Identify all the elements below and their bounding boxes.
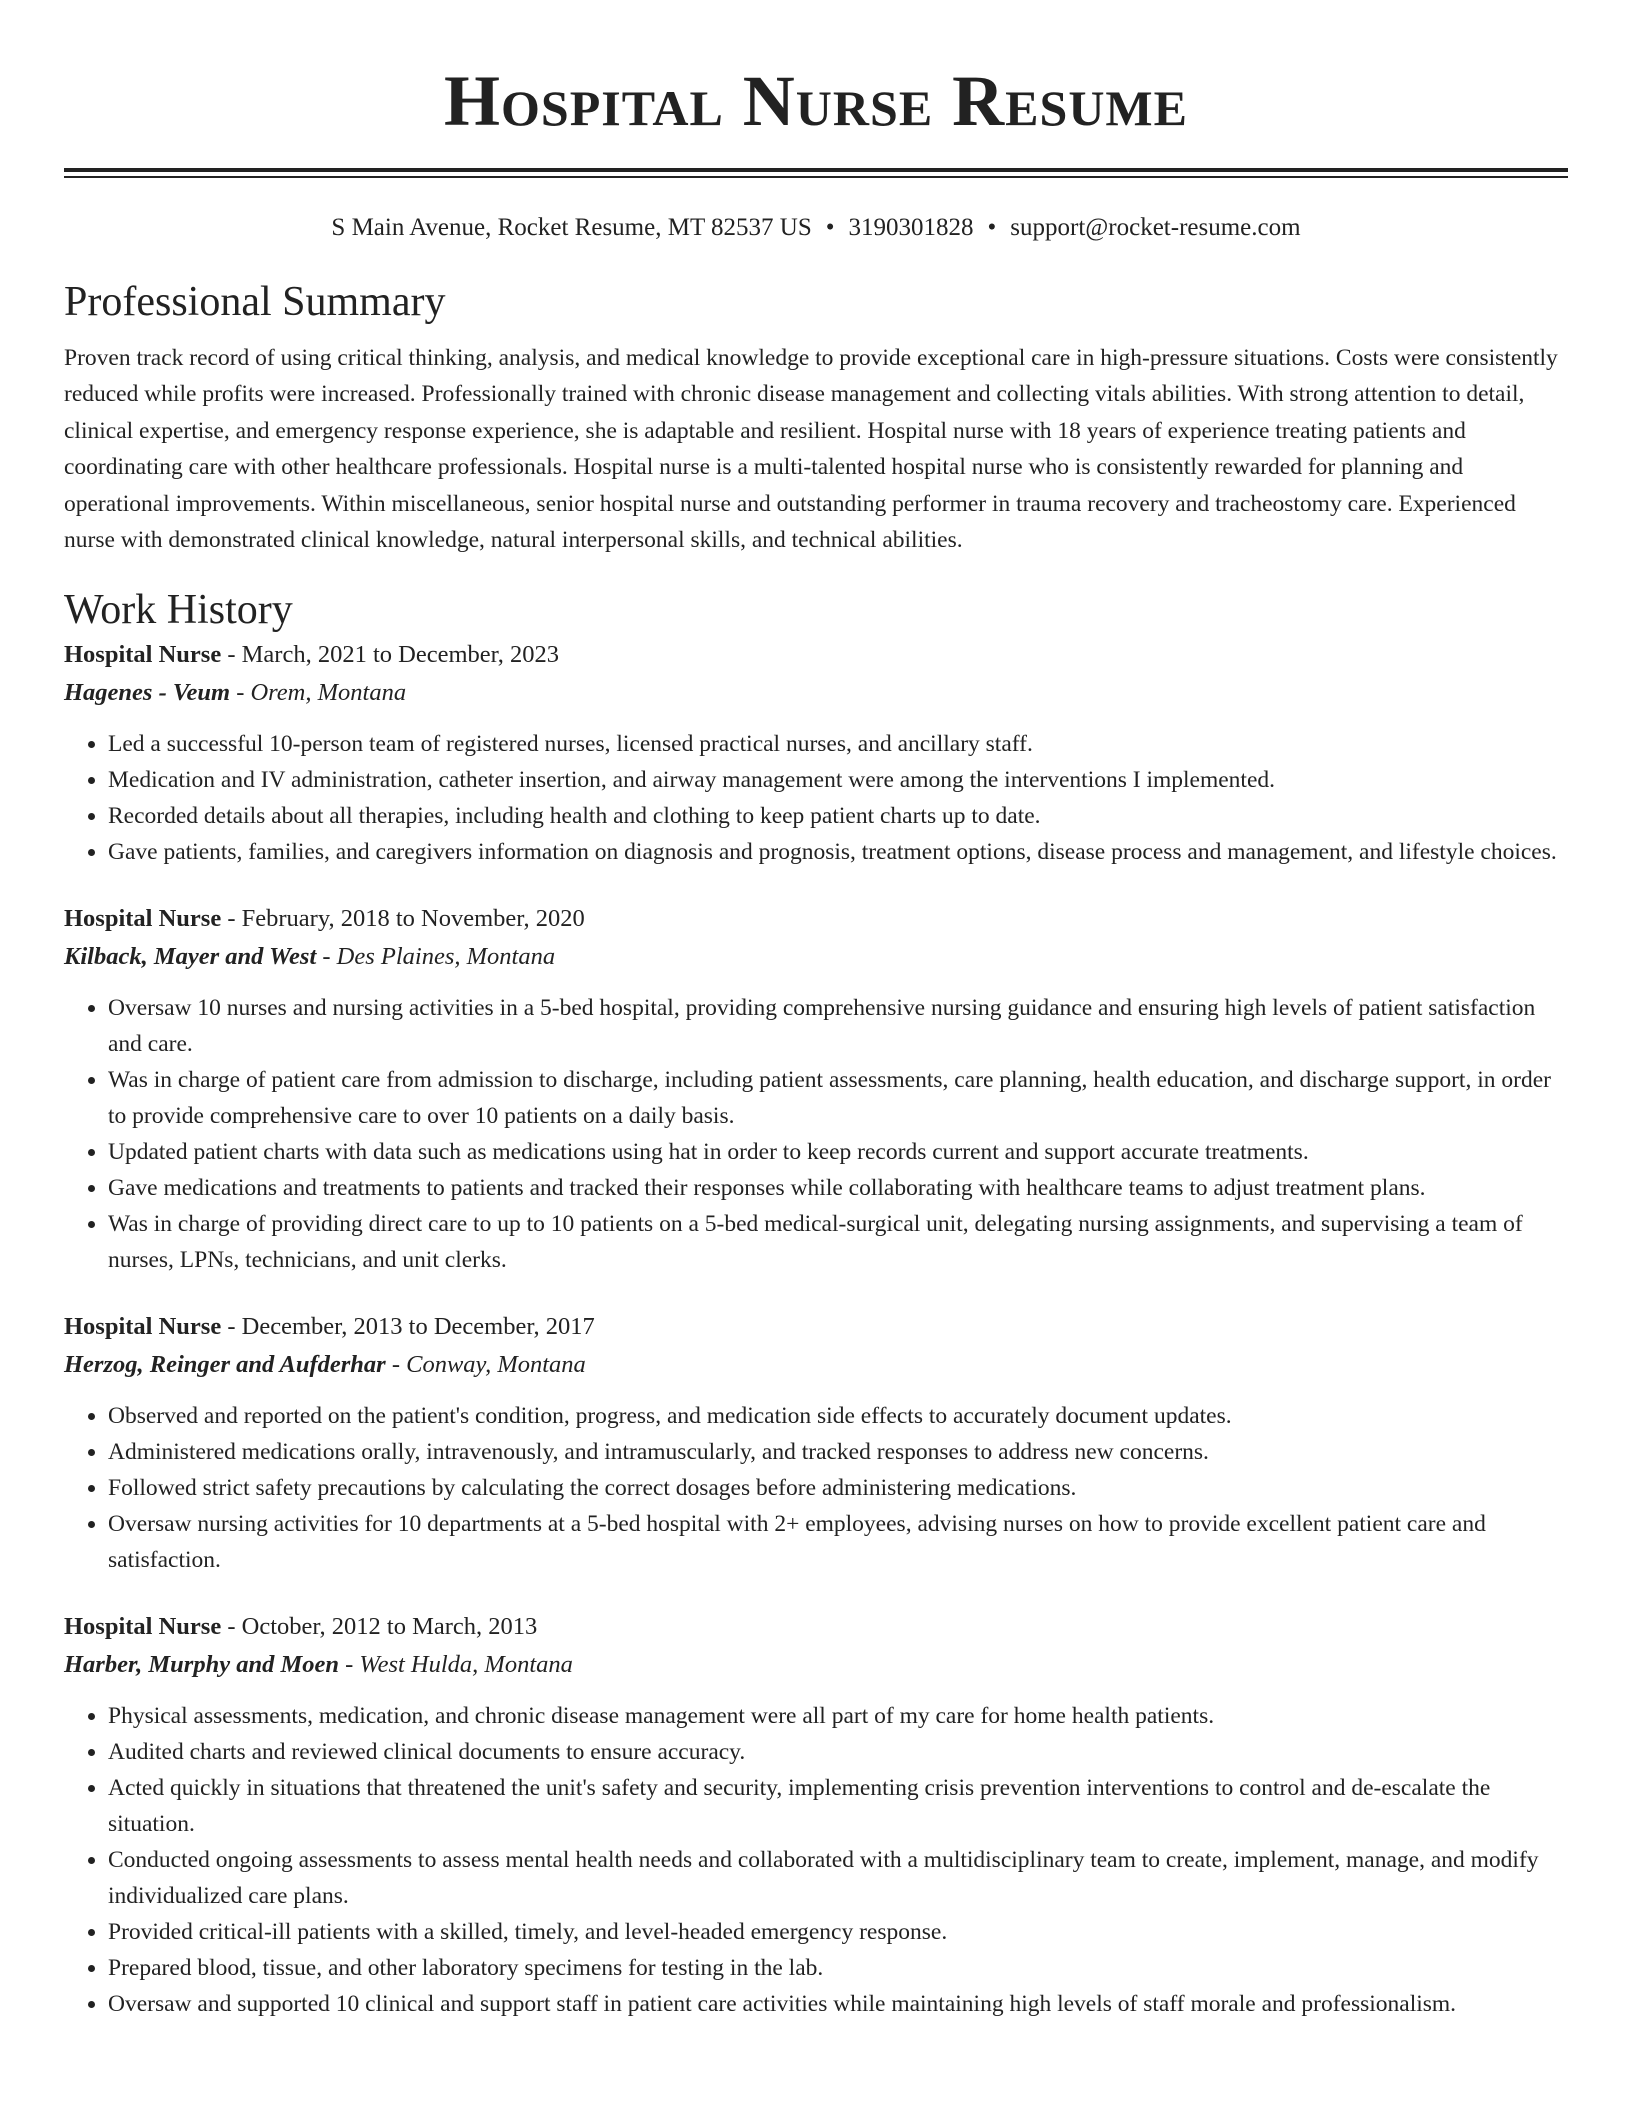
job-title-line bbox=[64, 1608, 1568, 1646]
contact-phone: 3190301828 bbox=[848, 214, 974, 241]
job-list bbox=[64, 636, 1568, 2022]
list-item: • Oversaw nursing activities for 10 departments at a 5-bed hospital with 2+ employees, advising nurses on how to provide excellent patient care and satisfaction. bbox=[108, 1506, 1568, 1578]
job-duties-list bbox=[64, 726, 1568, 870]
company-line bbox=[64, 1646, 1568, 1684]
company-location: - Conway, Montana bbox=[385, 1351, 586, 1379]
resume-page bbox=[64, 0, 1568, 2022]
job-dates: - October, 2012 to March, 2013 bbox=[221, 1613, 538, 1641]
contact-email: support@rocket-resume.com bbox=[1010, 214, 1301, 241]
company-name: Kilback, Mayer and West bbox=[64, 943, 317, 971]
job-entry bbox=[64, 636, 1568, 870]
list-item: • Gave medications and treatments to patients and tracked their responses while collaborating with healthcare teams to adjust treatment plans. bbox=[108, 1170, 1568, 1206]
list-item: • Updated patient charts with data such as medications using hat in order to keep records current and support accurate treatments. bbox=[108, 1134, 1568, 1170]
job-title: Hospital Nurse bbox=[64, 1313, 222, 1341]
list-item: • Conducted ongoing assessments to assess mental health needs and collaborated with a multidisciplinary team to create, implement, manage, and modify individualized care plans. bbox=[108, 1842, 1568, 1914]
list-item: • Prepared blood, tissue, and other laboratory specimens for testing in the lab. bbox=[108, 1950, 1568, 1986]
job-title: Hospital Nurse bbox=[64, 1613, 222, 1641]
company-location: - Des Plaines, Montana bbox=[316, 943, 556, 971]
summary-text: Proven track record of using critical thinking, analysis, and medical knowledge to provide exceptional care in high-pressure situations. Costs were consistently reduced while profits were increased. Professionally trained with chronic disease management and collecting vitals abilities. With strong attention to detail, clinical expertise, and emergency response experience, she is adaptable and resilient. Hospital nurse with 18 years of experience treating patients and coordinating care with other healthcare professionals. Hospital nurse is a multi-talented hospital nurse who is consistently rewarded for planning and operational improvements. Within miscellaneous, senior hospital nurse and outstanding performer in trauma recovery and tracheostomy care. Experienced nurse with demonstrated clinical knowledge, natural interpersonal skills, and technical abilities. bbox=[64, 345, 1558, 554]
title-divider-thick bbox=[64, 168, 1568, 172]
contact-line bbox=[64, 212, 1568, 244]
list-item: • Audited charts and reviewed clinical documents to ensure accuracy. bbox=[108, 1734, 1568, 1770]
list-item: • Medication and IV administration, catheter insertion, and airway management were among the interventions I implemented. bbox=[108, 762, 1568, 798]
company-name: Hagenes - Veum bbox=[64, 679, 231, 707]
job-title: Hospital Nurse bbox=[64, 905, 222, 933]
list-item: • Administered medications orally, intravenously, and intramuscularly, and tracked responses to address new concerns. bbox=[108, 1434, 1568, 1470]
job-title-line bbox=[64, 900, 1568, 938]
company-name: Harber, Murphy and Moen bbox=[64, 1651, 340, 1679]
list-item: • Acted quickly in situations that threatened the unit's safety and security, implementing crisis prevention interventions to control and de-escalate the situation. bbox=[108, 1770, 1568, 1842]
list-item: • Oversaw and supported 10 clinical and support staff in patient care activities while maintaining high levels of staff morale and professionalism. bbox=[108, 1986, 1568, 2022]
job-entry bbox=[64, 1308, 1568, 1578]
list-item: • Recorded details about all therapies, including health and clothing to keep patient charts up to date. bbox=[108, 798, 1568, 834]
job-entry bbox=[64, 1608, 1568, 2022]
job-duties-list bbox=[64, 1398, 1568, 1578]
work-history-heading: Work History bbox=[64, 587, 293, 634]
page-title: Hospital Nurse Resume bbox=[444, 61, 1188, 141]
company-location: - West Hulda, Montana bbox=[339, 1651, 573, 1679]
list-item: • Was in charge of patient care from admission to discharge, including patient assessments, care planning, health education, and discharge support, in order to provide comprehensive care to over 10 patients on a daily basis. bbox=[108, 1062, 1568, 1134]
list-item: • Oversaw 10 nurses and nursing activities in a 5-bed hospital, providing comprehensive nursing guidance and ensuring high levels of patient satisfaction and care. bbox=[108, 990, 1568, 1062]
work-history-section bbox=[64, 584, 1568, 2022]
job-dates: - December, 2013 to December, 2017 bbox=[221, 1313, 595, 1341]
list-item: • Led a successful 10-person team of registered nurses, licensed practical nurses, and ancillary staff. bbox=[108, 726, 1568, 762]
company-line bbox=[64, 1346, 1568, 1384]
company-location: - Orem, Montana bbox=[230, 679, 407, 707]
job-entry bbox=[64, 900, 1568, 1278]
job-dates: - February, 2018 to November, 2020 bbox=[221, 905, 585, 933]
job-dates: - March, 2021 to December, 2023 bbox=[221, 641, 560, 669]
job-title: Hospital Nurse bbox=[64, 641, 222, 669]
list-item: • Provided critical-ill patients with a skilled, timely, and level-headed emergency response. bbox=[108, 1914, 1568, 1950]
list-item: • Observed and reported on the patient's condition, progress, and medication side effects to accurately document updates. bbox=[108, 1398, 1568, 1434]
company-name: Herzog, Reinger and Aufderhar bbox=[64, 1351, 386, 1379]
job-title-line bbox=[64, 636, 1568, 674]
list-item: • Physical assessments, medication, and chronic disease management were all part of my care for home health patients. bbox=[108, 1698, 1568, 1734]
contact-separator: • bbox=[987, 214, 997, 241]
job-duties-list bbox=[64, 990, 1568, 1278]
contact-address: S Main Avenue, Rocket Resume, MT 82537 US bbox=[331, 214, 812, 241]
summary-heading: Professional Summary bbox=[64, 279, 446, 325]
job-title-line bbox=[64, 1308, 1568, 1346]
list-item: • Gave patients, families, and caregivers information on diagnosis and prognosis, treatment options, disease process and management, and lifestyle choices. bbox=[108, 834, 1568, 870]
summary-section bbox=[64, 276, 1568, 558]
contact-separator: • bbox=[825, 214, 835, 241]
company-line bbox=[64, 674, 1568, 712]
list-item: • Was in charge of providing direct care to up to 10 patients on a 5-bed medical-surgical unit, delegating nursing assignments, and supervising a team of nurses, LPNs, technicians, and unit clerks. bbox=[108, 1206, 1568, 1278]
job-duties-list bbox=[64, 1698, 1568, 2022]
list-item: • Followed strict safety precautions by calculating the correct dosages before administering medications. bbox=[108, 1470, 1568, 1506]
company-line bbox=[64, 938, 1568, 976]
title-divider-thin bbox=[64, 176, 1568, 178]
